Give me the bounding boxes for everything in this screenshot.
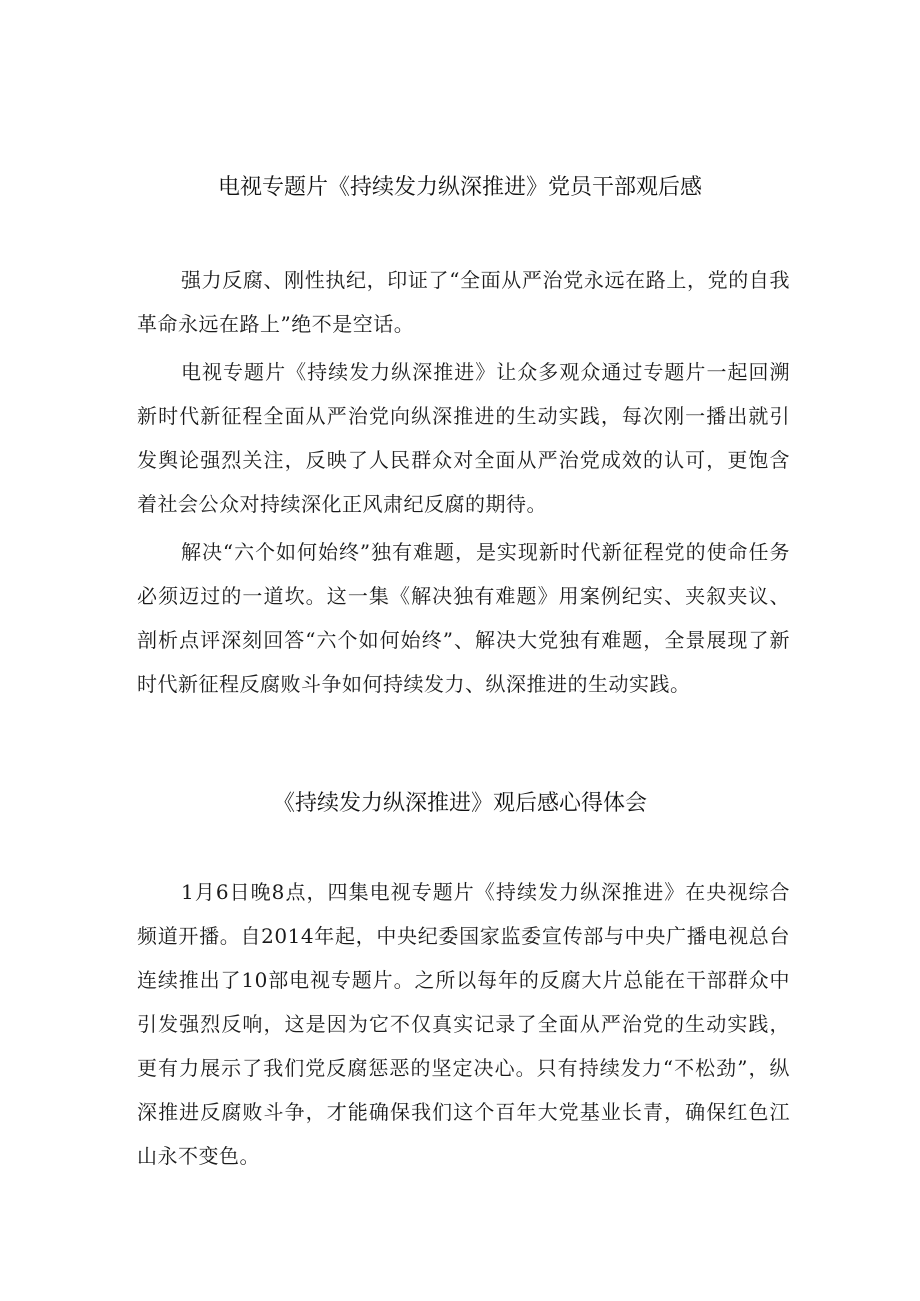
section-1-paragraph-1: 强力反腐、刚性执纪，印证了“全面从严治党永远在路上，党的自我革命永远在路上”绝不是空话。 <box>137 268 790 336</box>
section-1-paragraph-3: 解决“六个如何始终”独有难题，是实现新时代新征程党的使命任务必须迈过的一道坎。这一集《解决独有难题》用案例纪实、夹叙夹议、剖析点评深刻回答“六个如何始终”、解决大党独有难题，全景展现了新时代新征程反腐败斗争如何持续发力、纵深推进的生动实践。 <box>137 540 790 696</box>
section-1-paragraph-2: 电视专题片《持续发力纵深推进》让众多观众通过专题片一起回溯新时代新征程全面从严治党向纵深推进的生动实践，每次刚一播出就引发舆论强烈关注，反映了人民群众对全面从严治党成效的认可，更饱含着社会公众对持续深化正风肃纪反腐的期待。 <box>137 360 790 516</box>
section-1-title: 电视专题片《持续发力纵深推进》党员干部观后感 <box>217 175 702 200</box>
section-2-body <box>137 870 790 1182</box>
section-2-title: 《持续发力纵深推进》观后感心得体会 <box>272 791 647 816</box>
section-1-body <box>137 258 790 710</box>
section-2-paragraph-1: 1月6日晚8点，四集电视专题片《持续发力纵深推进》在央视综合频道开播。自2014年起，中央纪委国家监委宣传部与中央广播电视总台连续推出了10部电视专题片。之所以每年的反腐大片总能在干部群众中引发强烈反响，这是因为它不仅真实记录了全面从严治党的生动实践，更有力展示了我们党反腐惩恶的坚定决心。只有持续发力“不松劲”，纵深推进反腐败斗争，才能确保我们这个百年大党基业长青，确保红色江山永不变色。 <box>137 880 790 1168</box>
